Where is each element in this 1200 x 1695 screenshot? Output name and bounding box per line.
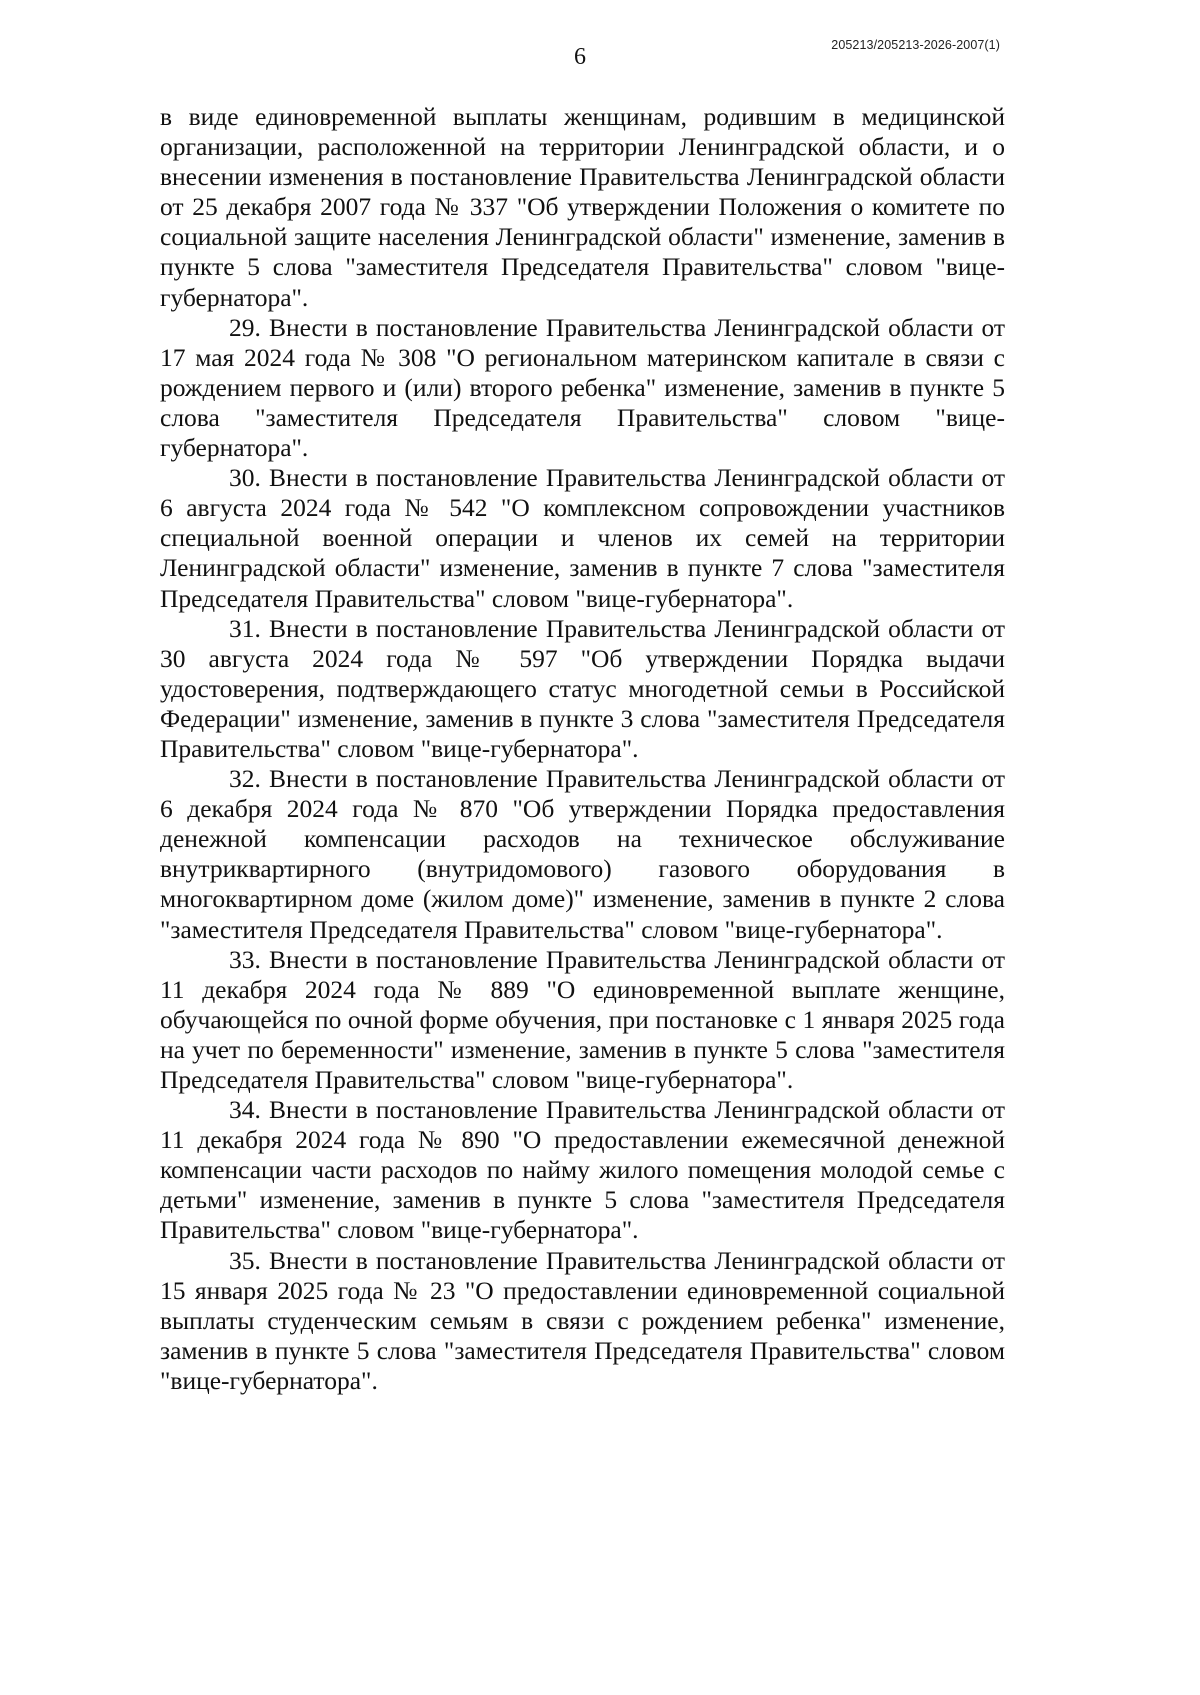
paragraph-continuation: в виде единовременной выплаты женщинам, родившим в медицинской организации, расположенной на территории Ленинградской области, и о внесении изменения в постановление Правительства Ленинградской области от 25 декабря 2007 года № 337 "Об утверждении Положения о комитете по социальной защите населения Ленинградской области" изменение, заменив в пункте 5 слова "заместителя Председателя Правительства" словом "вице-губернатора". (160, 102, 1005, 312)
paragraph-29: 29. Внести в постановление Правительства Ленинградской области от 17 мая 2024 года № 308 "О региональном материнском капитале в связи с рождением первого и (или) второго ребенка" изменение, заменив в пункте 5 слова "заместителя Председателя Правительства" словом "вице-губернатора". (160, 312, 1005, 463)
paragraph-31: 31. Внести в постановление Правительства Ленинградской области от 30 августа 2024 года № 597 "Об утверждении Порядка выдачи удостоверения, подтверждающего статус многодетной семьи в Российской Федерации" изменение, заменив в пункте 3 слова "заместителя Председателя Правительства" словом "вице-губернатора". (160, 613, 1005, 763)
paragraph-34: 34. Внести в постановление Правительства Ленинградской области от 11 декабря 2024 года № 890 "О предоставлении ежемесячной денежной компенсации части расходов по найму жилого помещения молодой семье с детьми" изменение, заменив в пункте 5 слова "заместителя Председателя Правительства" словом "вице-губернатора". (160, 1095, 1005, 1245)
paragraph-35: 35. Внести в постановление Правительства Ленинградской области от 15 января 2025 года № 23 "О предоставлении единовременной социальной выплаты студенческим семьям в связи с рождением ребенка" изменение, заменив в пункте 5 слова "заместителя Председателя Правительства" словом "вице-губернатора". (160, 1245, 1005, 1395)
page-number: 6 (574, 44, 586, 70)
paragraph-32: 32. Внести в постановление Правительства Ленинградской области от 6 декабря 2024 года № 870 "Об утверждении Порядка предоставления денежной компенсации расходов на техническое обслуживание внутриквартирного (внутридомового) газового оборудования в многоквартирном доме (жилом доме)" изменение, заменив в пункте 2 слова "заместителя Председателя Правительства" словом "вице-губернатора". (160, 764, 1005, 944)
paragraph-33: 33. Внести в постановление Правительства Ленинградской области от 11 декабря 2024 года № 889 "О единовременной выплате женщине, обучающейся по очной форме обучения, при постановке с 1 января 2025 года на учет по беременности" изменение, заменив в пункте 5 слова "заместителя Председателя Правительства" словом "вице-губернатора". (160, 944, 1005, 1094)
paragraph-30: 30. Внести в постановление Правительства Ленинградской области от 6 августа 2024 года № 542 "О комплексном сопровождении участников специальной военной операции и членов их семей на территории Ленинградской области" изменение, заменив в пункте 7 слова "заместителя Председателя Правительства" словом "вице-губернатора". (160, 463, 1005, 613)
document-id: 205213/205213-2026-2007(1) (831, 38, 1000, 52)
document-body (160, 102, 1005, 1396)
